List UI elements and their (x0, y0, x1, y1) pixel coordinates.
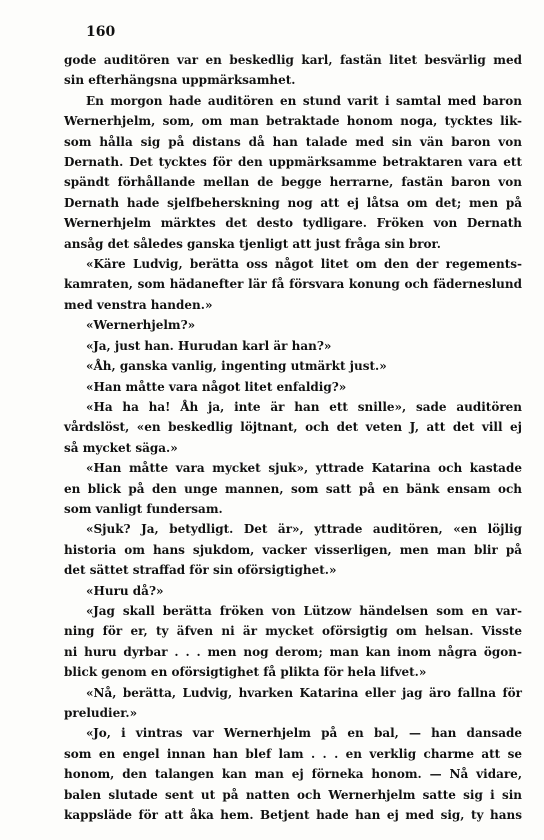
text-line: blick genom en oförsigtighet få plikta för hela lifvet.» (64, 665, 427, 680)
text-line: «Han måtte vara något litet enfaldig?» (86, 379, 347, 394)
text-line: kamraten, som hädanefter lär få försvara konung och fäderneslund (64, 277, 522, 292)
text-line: ning för er, ty äfven ni är mycket oförsigtig om helsan. Visste (64, 624, 522, 639)
text-line: historia om hans sjukdom, vacker visserligen, men man blir på (64, 542, 522, 557)
text-line: det sättet straffad för sin oförsigtighet.» (64, 563, 337, 578)
text-line: «Åh, ganska vanlig, ingenting utmärkt just.» (86, 359, 387, 374)
text-line: sin efterhängsna uppmärksamhet. (64, 73, 296, 88)
text-line: Wernerhjelm, som, om man betraktade honom noga, tycktes lik- (64, 114, 522, 129)
text-line: «Käre Ludvig, berätta oss något litet om den der regements- (86, 257, 522, 272)
text-line: honom, den talangen kan man ej förneka honom. — Nå vidare, (64, 767, 522, 782)
text-line: spändt förhållande mellan de begge herrarne, fastän baron von (64, 175, 522, 190)
text-line: En morgon hade auditören en stund varit i samtal med baron (86, 93, 522, 108)
text-line: vårdslöst, «en beskedlig löjtnant, och det veten J, att det vill ej (64, 420, 522, 435)
body-text (64, 50, 522, 825)
text-line: Dernath hade sjelfbeherskning nog att ej låtsa om det; men på (64, 195, 522, 210)
text-line: «Huru då?» (86, 583, 164, 598)
text-line: kappsläde för att åka hem. Betjent hade han ej med sig, ty hans (64, 808, 522, 823)
text-line: «Ha ha ha! Åh ja, inte är han ett snille», sade auditören (86, 399, 522, 414)
text-line: gode auditören var en beskedlig karl, fastän litet besvärlig med (64, 53, 522, 67)
text-line: ni huru dyrbar . . . men nog derom; man kan inom några ögon- (64, 644, 522, 659)
text-line: «Jag skall berätta fröken von Lützow händelsen som en var- (86, 603, 522, 618)
text-line: som vanligt fundersam. (64, 501, 223, 516)
text-line: «Nå, berätta, Ludvig, hvarken Katarina eller jag äro fallna för (86, 685, 522, 700)
text-line: Wernerhjelm märktes det desto tydligare. Fröken von Dernath (64, 216, 522, 231)
text-line: «Wernerhjelm?» (86, 318, 196, 333)
text-line: «Ja, just han. Hurudan karl är han?» (86, 338, 332, 353)
text-line: «Han måtte vara mycket sjuk», yttrade Katarina och kastade (86, 461, 522, 476)
text-line: som en engel innan han blef lam . . . en verklig charme att se (64, 746, 522, 761)
text-line: preludier.» (64, 706, 138, 720)
text-line: med venstra handen.» (64, 297, 213, 312)
text-line: «Sjuk? Ja, betydligt. Det är», yttrade auditören, «en löjlig (86, 522, 522, 537)
text-line: som hålla sig på distans då han talade med sin vän baron von (64, 134, 522, 149)
page-number: 160 (86, 24, 116, 40)
text-line: en blick på den unge mannen, som satt på en bänk ensam och (64, 481, 522, 496)
text-line: ansåg det således ganska tjenligt att just fråga sin bror. (64, 236, 441, 251)
text-line: så mycket säga.» (64, 440, 178, 455)
text-line: «Jo, i vintras var Wernerhjelm på en bal, — han dansade (86, 726, 522, 741)
text-line: Dernath. Det tycktes för den uppmärksamme betraktaren vara ett (64, 155, 522, 170)
text-line: balen slutade sent ut på natten och Wernerhjelm satte sig i sin (64, 787, 522, 802)
